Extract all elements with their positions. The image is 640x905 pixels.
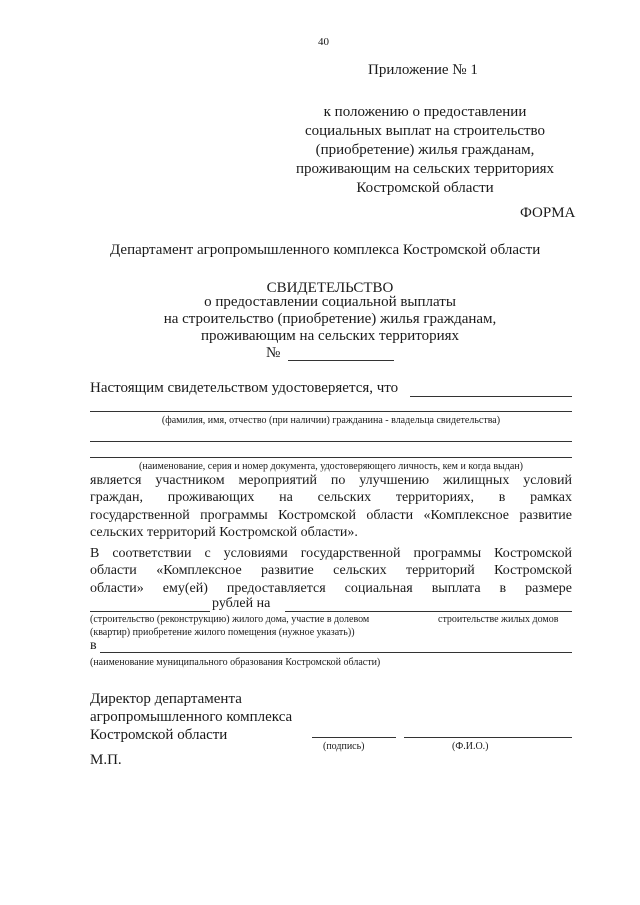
appendix-title: Приложение № 1 bbox=[368, 62, 478, 78]
appendix-line: социальных выплат на строительство bbox=[304, 123, 546, 139]
page-number: 40 bbox=[318, 36, 329, 48]
holder-name-field bbox=[90, 411, 572, 412]
signatory-line: Костромской области bbox=[90, 727, 228, 743]
signatory-line: Директор департамента bbox=[90, 691, 242, 707]
appendix-reference bbox=[280, 103, 570, 198]
accordance-paragraph bbox=[90, 545, 572, 597]
caption-signature: (подпись) bbox=[323, 741, 365, 752]
appendix-line: к положению о предоставлении bbox=[323, 104, 527, 120]
document-field-line2 bbox=[90, 457, 572, 458]
certificate-subtitle-line: проживающим на сельских территориях bbox=[200, 328, 460, 344]
form-label: ФОРМА bbox=[520, 205, 576, 221]
appendix-line: проживающим на сельских территориях bbox=[295, 161, 555, 177]
certificate-subtitle bbox=[130, 294, 530, 345]
document-field-line1 bbox=[90, 441, 572, 442]
certifies-text: Настоящим свидетельством удостоверяется, что bbox=[90, 380, 399, 396]
caption-purpose-right: строительстве жилых домов bbox=[438, 614, 559, 625]
holder-name-field-start bbox=[410, 396, 572, 397]
caption-identity-document: (наименование, серия и номер документа, удостоверяющего личность, кем и когда выдан) bbox=[139, 461, 523, 472]
caption-holder-name: (фамилия, имя, отчество (при наличии) гражданина - владельца свидетельства) bbox=[161, 415, 501, 426]
department-name: Департамент агропромышленного комплекса Костромской области bbox=[110, 242, 541, 258]
caption-purpose-line2: (квартир) приобретение жилого помещения (нужное указать)) bbox=[90, 627, 355, 638]
participant-line: сельских территорий Костромской области». bbox=[90, 524, 358, 540]
signature-name-field bbox=[404, 737, 572, 738]
signature-field bbox=[312, 737, 396, 738]
certificate-subtitle-line: на строительство (приобретение) жилья гражданам, bbox=[163, 311, 497, 327]
caption-municipality: (наименование муниципального образования Костромской области) bbox=[90, 657, 381, 668]
certificate-number-label: № bbox=[266, 345, 281, 361]
caption-purpose-left: (строительство (реконструкцию) жилого дома, участие в долевом bbox=[90, 614, 370, 625]
certificate-subtitle-line: о предоставлении социальной выплаты bbox=[204, 294, 456, 310]
participant-line: государственной программы Костромской области «Комплексное развитие bbox=[90, 507, 572, 523]
signatory-line: агропромышленного комплекса bbox=[90, 709, 293, 725]
accordance-line: области «Комплексное развитие сельских территорий Костромской bbox=[90, 563, 572, 579]
signatory-position bbox=[90, 690, 292, 744]
caption-signatory-name: (Ф.И.О.) bbox=[452, 741, 489, 752]
in-label: в bbox=[90, 638, 97, 653]
participant-line: является участником мероприятий по улучшению жилищных условий bbox=[90, 473, 572, 488]
rubles-on-text: рублей на bbox=[212, 596, 271, 611]
municipality-field bbox=[100, 652, 572, 653]
amount-field bbox=[90, 611, 210, 612]
accordance-line: области» ему(ей) предоставляется социальная выплата в размере bbox=[90, 580, 572, 596]
certificate-title: СВИДЕТЕЛЬСТВО bbox=[266, 280, 394, 296]
participant-line: граждан, проживающих на сельских территориях, в рамках bbox=[90, 490, 572, 506]
purpose-field bbox=[285, 611, 572, 612]
accordance-line: В соответствии с условиями государственной программы Костромской bbox=[90, 546, 572, 561]
appendix-line: (приобретение) жилья гражданам, bbox=[315, 142, 535, 158]
appendix-line: Костромской области bbox=[356, 180, 494, 196]
stamp-place: М.П. bbox=[90, 752, 122, 768]
participant-paragraph bbox=[90, 472, 572, 541]
certificate-number-field bbox=[288, 360, 394, 361]
